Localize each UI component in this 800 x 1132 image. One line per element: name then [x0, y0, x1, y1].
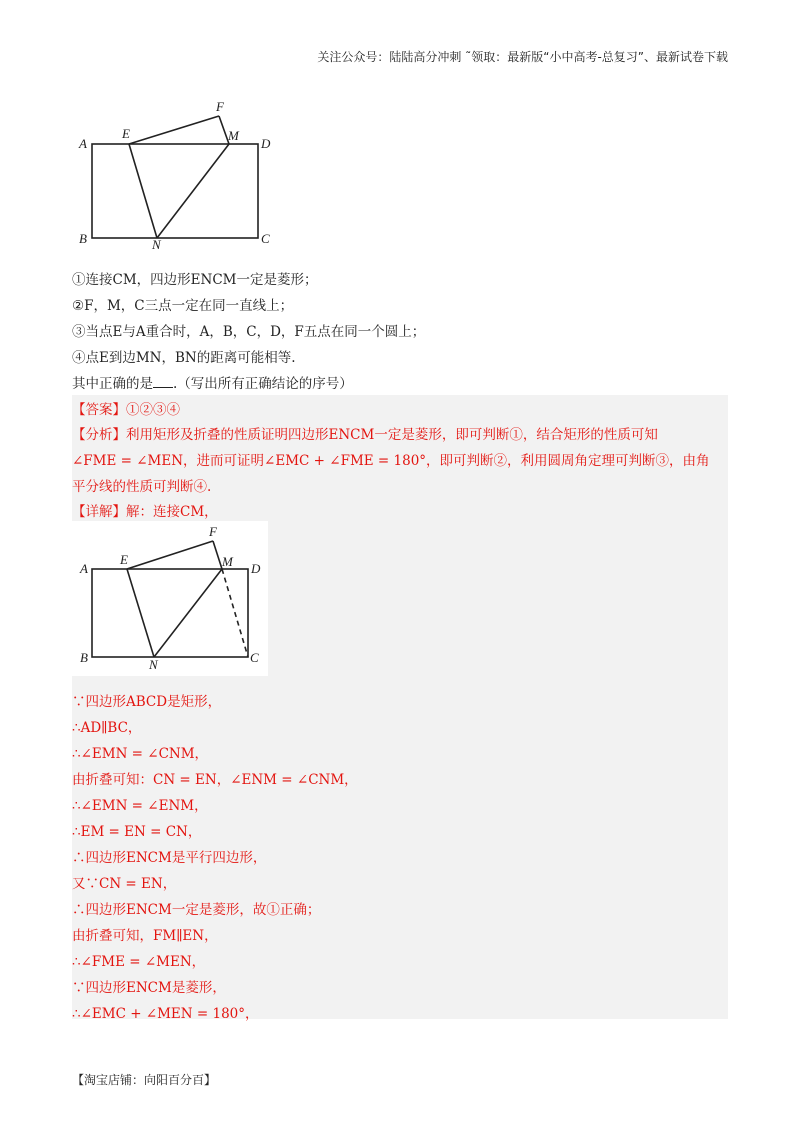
answer-value: ①②③④ [126, 402, 180, 418]
proof-line-12: ∵四边形ENCM是菱形， [72, 980, 226, 996]
label-a: A [79, 136, 87, 151]
label-b: B [79, 231, 87, 246]
question-prompt [72, 372, 353, 392]
figure-rectangle-fold-2 [72, 521, 268, 676]
answer-tag: 【答案】 [72, 402, 126, 418]
figure-rectangle-fold-1 [72, 98, 282, 250]
proof-line-13: ∴∠EMC + ∠MEN = 180°， [72, 1006, 259, 1022]
statement-4: ④点E到边MN，BN的距离可能相等. [72, 350, 296, 366]
label-f: F [216, 99, 224, 114]
label-e: E [122, 126, 130, 141]
segment-ef [129, 116, 219, 144]
detail-line [72, 500, 218, 520]
proof-line-3: ∴∠EMN = ∠CNM， [72, 746, 209, 762]
answer-line [72, 398, 180, 418]
label-c: C [261, 231, 270, 246]
statement-1: ①连接CM，四边形ENCM一定是菱形； [72, 272, 318, 288]
analysis-tag: 【分析】 [72, 427, 126, 443]
statement-3: ③当点E与A重合时，A，B，C，D，F五点在同一个圆上； [72, 324, 426, 340]
label-e-2: E [120, 552, 128, 567]
analysis-line-1 [72, 423, 658, 443]
label-f-2: F [209, 524, 217, 539]
label-n: N [152, 237, 161, 250]
proof-line-1: ∵四边形ABCD是矩形， [72, 694, 222, 710]
label-a-2: A [80, 561, 88, 576]
segment-ef-2 [127, 541, 213, 569]
segment-nm [157, 144, 229, 238]
answer-blank [153, 375, 173, 388]
label-c-2: C [250, 650, 259, 665]
detail-tag: 【详解】 [72, 504, 126, 520]
statement-2: ②F，M，C三点一定在同一直线上； [72, 298, 294, 314]
segment-en [129, 144, 157, 238]
proof-line-7: ∴四边形ENCM是平行四边形， [72, 850, 267, 866]
prompt-before: 其中正确的是 [72, 376, 153, 392]
proof-line-5: ∴∠EMN = ∠ENM， [72, 798, 208, 814]
label-m: M [228, 128, 239, 143]
proof-line-8: 又∵CN = EN， [72, 876, 177, 892]
proof-line-10: 由折叠可知，FM∥EN， [72, 928, 218, 944]
segment-fm-2 [213, 541, 222, 569]
proof-line-9: ∴四边形ENCM一定是菱形，故①正确； [72, 902, 321, 918]
rect-abcd-2 [92, 569, 248, 657]
detail-text: 解：连接CM， [126, 504, 218, 520]
segment-en-2 [127, 569, 154, 657]
page-header: 关注公众号：陆陆高分冲刺 ˜领取：最新版“小中高考-总复习”、最新试卷下载 [317, 50, 728, 64]
figure-2-frame [72, 521, 268, 676]
segment-nm-2 [154, 569, 222, 657]
proof-line-6: ∴EM = EN = CN， [72, 824, 202, 840]
rect-abcd [92, 144, 258, 238]
page-footer: 【淘宝店铺：向阳百分百】 [72, 1073, 217, 1087]
proof-line-2: ∴AD∥BC， [72, 720, 142, 736]
label-b-2: B [80, 650, 88, 665]
proof-line-4: 由折叠可知：CN = EN，∠ENM = ∠CNM， [72, 772, 358, 788]
analysis-text-1: 利用矩形及折叠的性质证明四边形ENCM一定是菱形，即可判断①，结合矩形的性质可知 [126, 427, 658, 443]
label-d: D [261, 136, 271, 151]
analysis-line-3: 平分线的性质可判断④. [72, 479, 212, 495]
label-d-2: D [251, 561, 261, 576]
analysis-line-2: ∠FME = ∠MEN，进而可证明∠EMC + ∠FME = 180°，即可判断②，利用圆周角定理可判断③，由角 [72, 453, 710, 469]
label-m-2: M [222, 554, 233, 569]
proof-line-11: ∴∠FME = ∠MEN， [72, 954, 206, 970]
label-n-2: N [149, 657, 158, 672]
segment-mc-dashed [222, 569, 248, 657]
prompt-after: .（写出所有正确结论的序号） [173, 376, 353, 392]
